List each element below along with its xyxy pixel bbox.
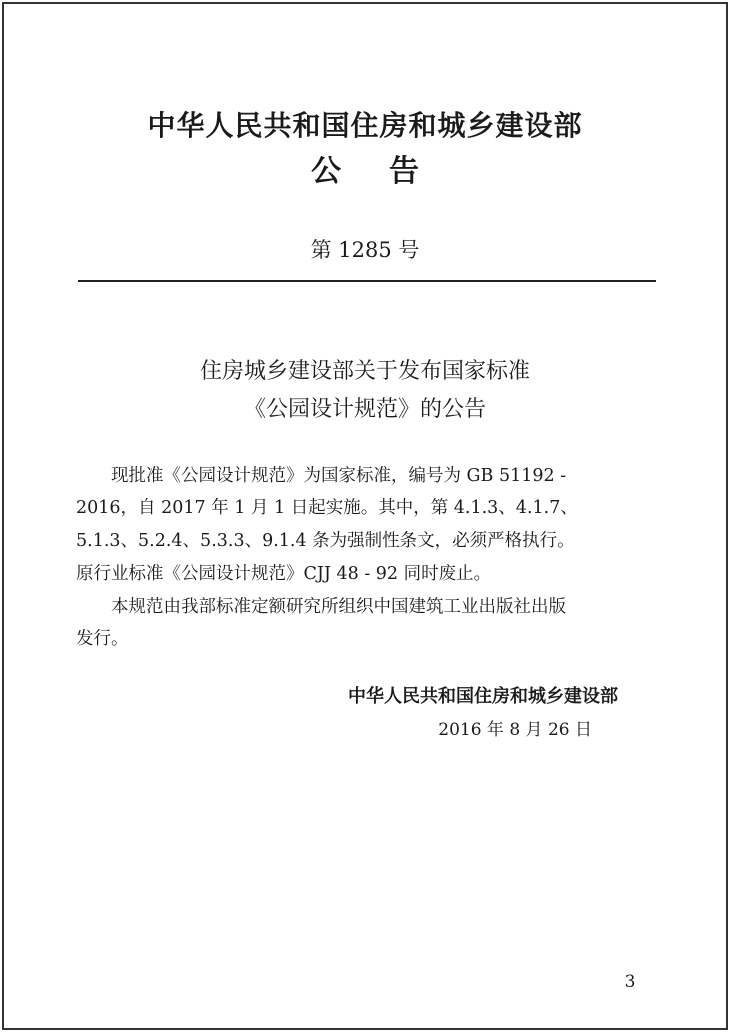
signer-name: 中华人民共和国住房和城乡建设部 xyxy=(348,686,618,707)
paragraph-line: 本规范由我部标准定额研究所组织中国建筑工业出版社出版 xyxy=(111,597,566,617)
notice-heading-line-2: 《公园设计规范》的公告 xyxy=(243,397,486,422)
paragraph-line: 现批准《公园设计规范》为国家标准，编号为 GB 51192 - xyxy=(111,466,567,486)
paragraph-line: 5.1.3、5.2.4、5.3.3、9.1.4 条为强制性条文，必须严格执行。 xyxy=(76,531,575,551)
header-divider xyxy=(78,280,656,282)
issuer-title: 中华人民共和国住房和城乡建设部 xyxy=(147,109,583,142)
notice-word: 公告 xyxy=(311,154,467,189)
page-number: 3 xyxy=(624,972,636,992)
notice-number: 第 1285 号 xyxy=(310,238,420,262)
paragraph-line: 原行业标准《公园设计规范》CJJ 48 - 92 同时废止。 xyxy=(76,564,492,584)
signature-date: 2016 年 8 月 26 日 xyxy=(438,720,592,740)
paragraph-line: 发行。 xyxy=(76,629,129,649)
paragraph-line: 2016，自 2017 年 1 月 1 日起实施。其中，第 4.1.3、4.1.7、 xyxy=(76,498,578,518)
notice-heading-line-1: 住房城乡建设部关于发布国家标准 xyxy=(199,359,530,384)
